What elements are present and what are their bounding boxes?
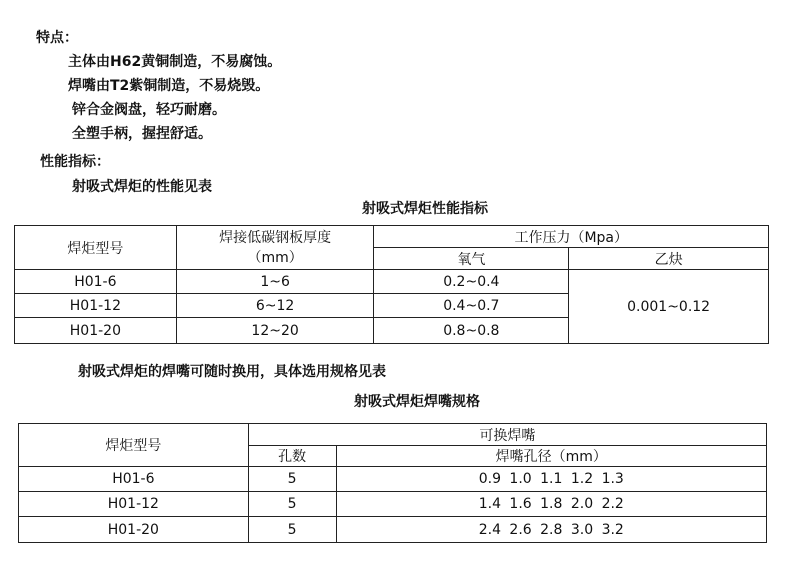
table2-header-holes: 孔数: [248, 446, 336, 467]
table2-cell-holes: 5: [248, 517, 336, 543]
table-row: [15, 270, 769, 294]
table1-cell-model: H01-20: [15, 318, 177, 344]
table2-cell-holes: 5: [248, 492, 336, 517]
table1-caption: 射吸式焊炬性能指标: [362, 201, 488, 217]
table-row: [19, 492, 767, 517]
features-title: 特点：: [36, 30, 78, 46]
table2-header-replaceable: 可换焊嘴: [248, 424, 766, 446]
table1-cell-model: H01-6: [15, 270, 177, 294]
nozzle-note: 射吸式焊炬的焊嘴可随时换用，具体选用规格见表: [78, 364, 386, 380]
table2-cell-diameters: 0.9 1.0 1.1 1.2 1.3: [336, 467, 766, 492]
table2-header-model: 焊炬型号: [19, 424, 249, 467]
table1-header-model: 焊炬型号: [15, 226, 177, 270]
table1-cell-model: H01-12: [15, 294, 177, 318]
table1-header-pressure: 工作压力（Mpa）: [374, 226, 769, 248]
table2-cell-model: H01-20: [19, 517, 249, 543]
table2-cell-diameters: 1.4 1.6 1.8 2.0 2.2: [336, 492, 766, 517]
table1-cell-thickness: 12~20: [176, 318, 374, 344]
performance-table: [14, 225, 769, 344]
table1-cell-acetylene: 0.001~0.12: [569, 270, 769, 344]
feature-item-handle: 全塑手柄，握捏舒适。: [72, 126, 212, 142]
table1-cell-oxygen: 0.4~0.7: [374, 294, 569, 318]
table1-cell-oxygen: 0.8~0.8: [374, 318, 569, 344]
table1-cell-thickness: 6~12: [176, 294, 374, 318]
feature-item-body: 主体由H62黄铜制造，不易腐蚀。: [68, 54, 282, 70]
nozzle-table: [18, 423, 767, 543]
performance-intro: 射吸式焊炬的性能见表: [72, 179, 212, 195]
table2-cell-diameters: 2.4 2.6 2.8 3.0 3.2: [336, 517, 766, 543]
performance-title: 性能指标：: [40, 154, 110, 170]
table2-caption: 射吸式焊炬焊嘴规格: [354, 394, 480, 410]
feature-item-valve: 锌合金阀盘，轻巧耐磨。: [72, 102, 226, 118]
table2-cell-holes: 5: [248, 467, 336, 492]
table1-header-thickness-unit: （mm）: [247, 249, 303, 266]
table1-cell-thickness: 1~6: [176, 270, 374, 294]
table-row: [19, 517, 767, 543]
table2-header-diameter: 焊嘴孔径（mm）: [336, 446, 766, 467]
table1-header-thickness: [176, 226, 374, 270]
table2-cell-model: H01-12: [19, 492, 249, 517]
feature-item-nozzle: 焊嘴由T2紫铜制造，不易烧毁。: [68, 78, 270, 94]
table1-cell-oxygen: 0.2~0.4: [374, 270, 569, 294]
table1-header-thickness-label: 焊接低碳钢板厚度: [219, 229, 332, 246]
table1-header-acetylene: 乙炔: [569, 248, 769, 270]
table-row: [19, 467, 767, 492]
table1-header-oxygen: 氧气: [374, 248, 569, 270]
table2-cell-model: H01-6: [19, 467, 249, 492]
